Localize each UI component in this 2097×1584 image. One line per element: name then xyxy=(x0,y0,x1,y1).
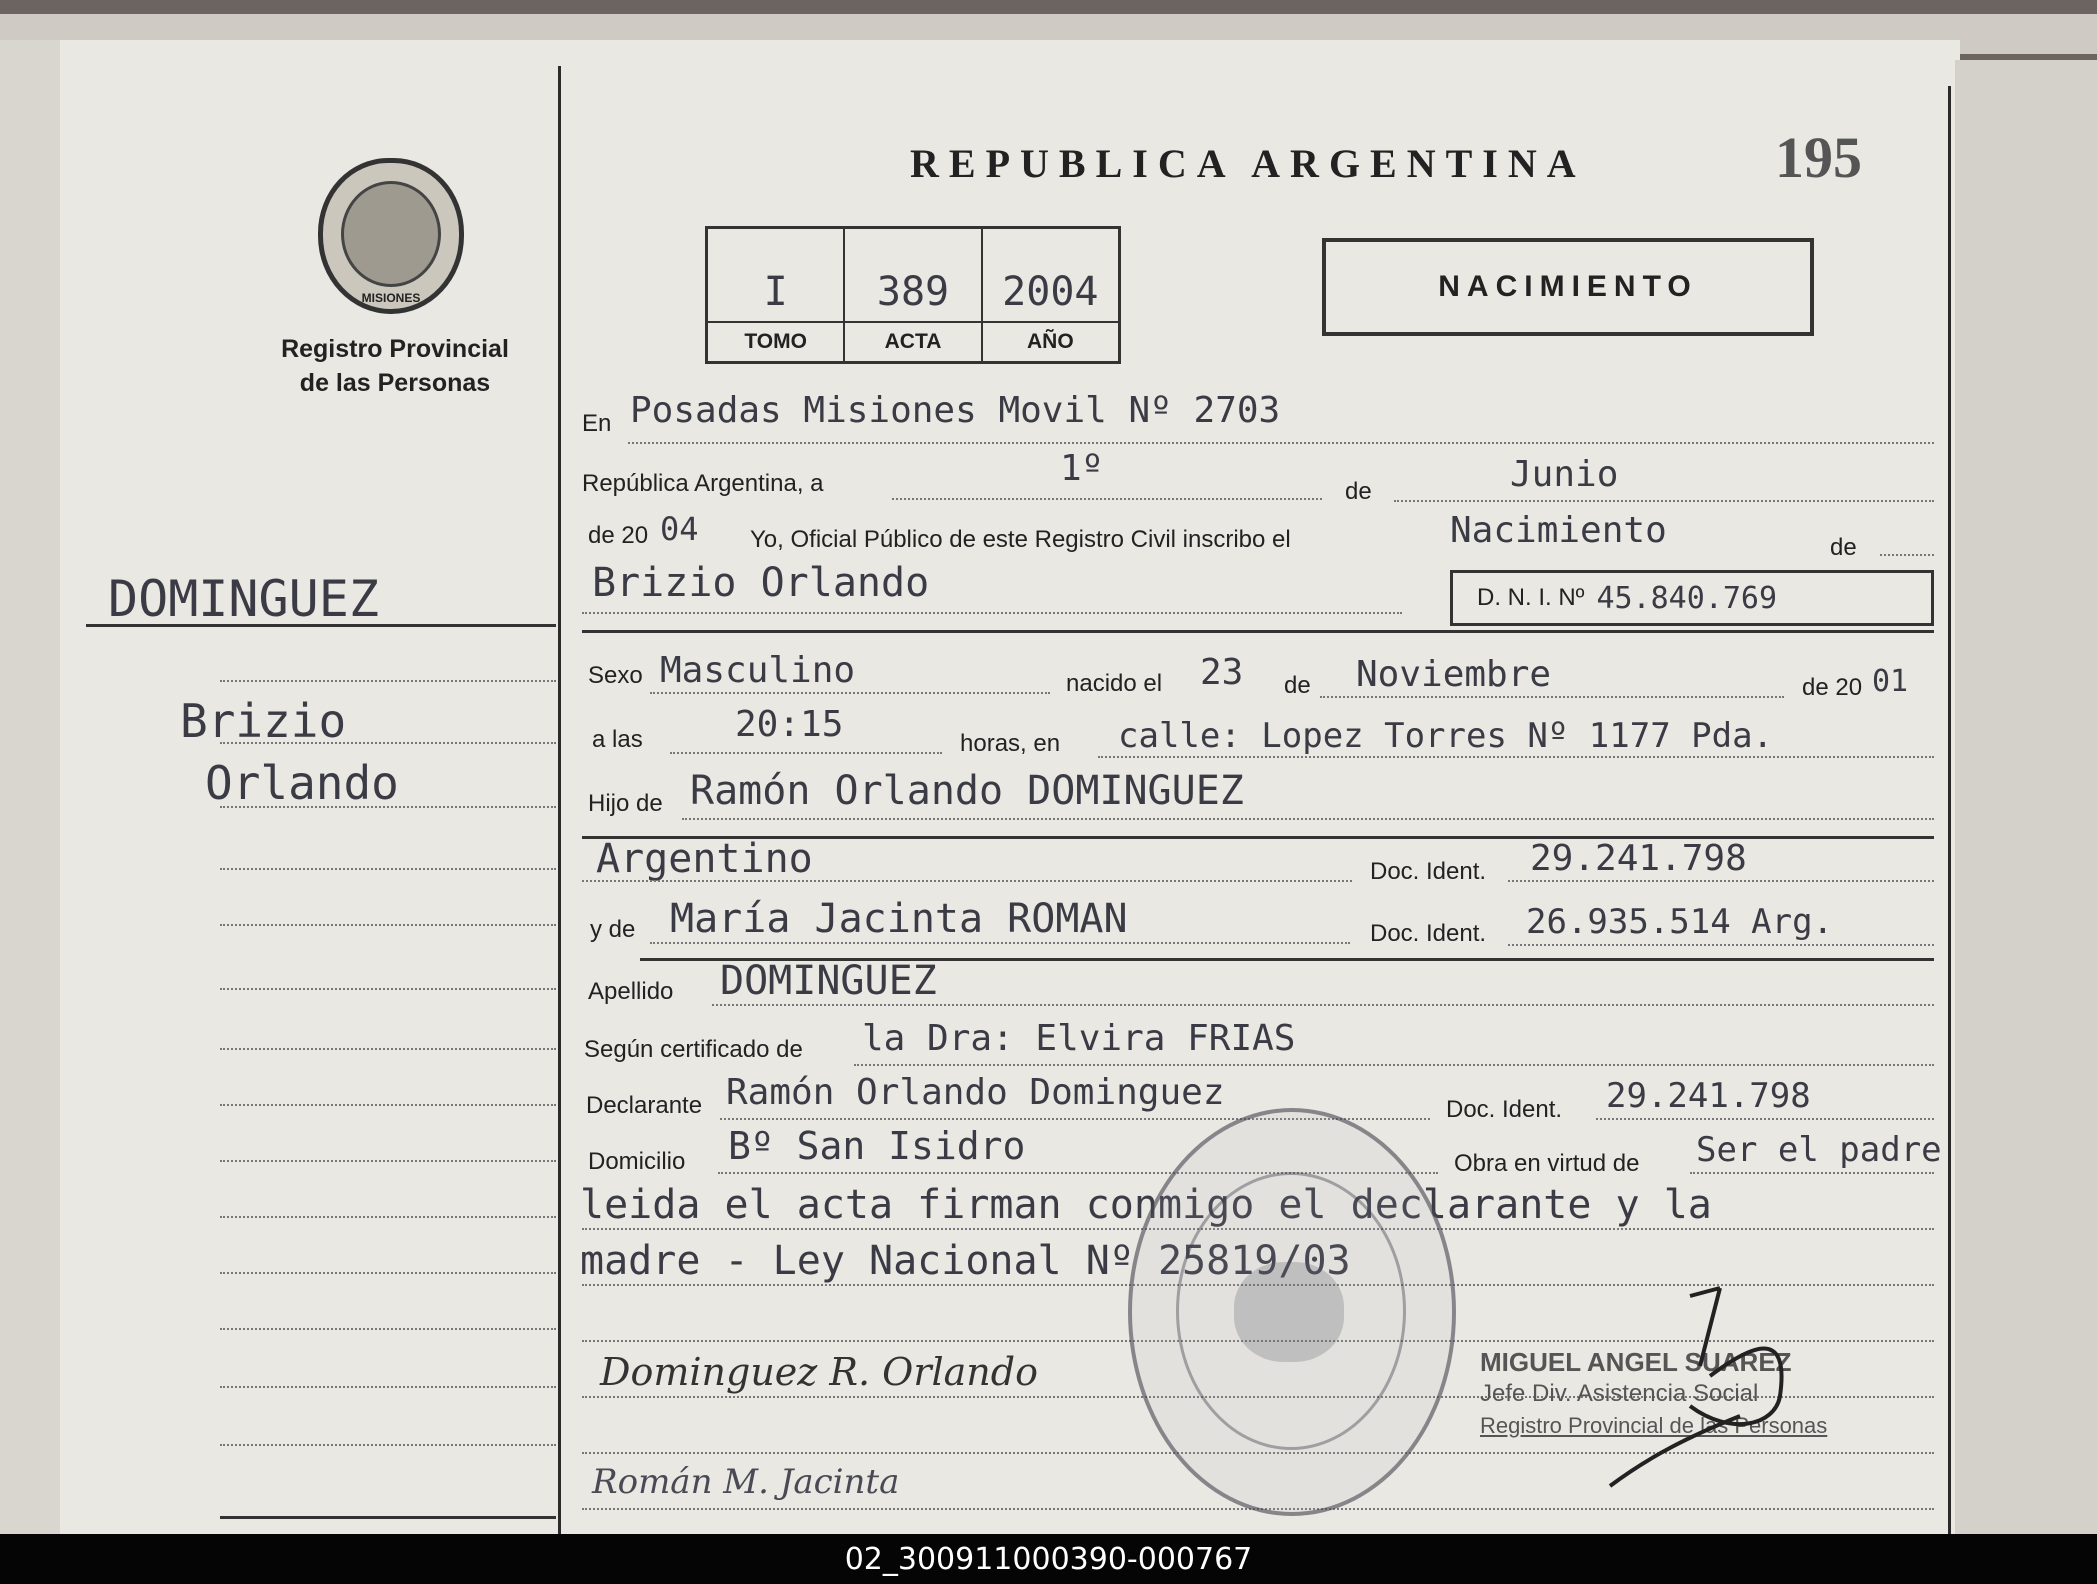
dotted-line xyxy=(1508,944,1934,946)
form-right-border xyxy=(1948,86,1951,1534)
stub-line xyxy=(220,1272,556,1274)
anio-cell xyxy=(983,229,1118,361)
official-office: Registro Provincial de las Personas xyxy=(1480,1413,1828,1438)
father-name-value: Ramón Orlando DOMINGUEZ xyxy=(690,768,1244,814)
acta-value: 389 xyxy=(876,269,950,315)
declarant-signature: Dominguez R. Orlando xyxy=(600,1350,1038,1394)
mother-name-value: María Jacinta ROMAN xyxy=(670,896,1128,942)
tomo-value: I xyxy=(763,269,788,315)
stub-line xyxy=(86,624,556,627)
de2-label: de xyxy=(1830,534,1857,561)
section-divider xyxy=(582,630,1934,633)
dotted-line xyxy=(1508,880,1934,882)
sexo-label: Sexo xyxy=(588,662,643,689)
a-las-label: a las xyxy=(592,726,643,753)
stub-divider xyxy=(558,66,561,1534)
y-de-label: y de xyxy=(590,916,636,943)
image-id-bar: 02_300911000390-000767 xyxy=(0,1534,2097,1584)
dni-label: D. N. I. Nº xyxy=(1477,584,1585,611)
dotted-line xyxy=(1596,1118,1934,1120)
apellido-value: DOMINGUEZ xyxy=(720,958,937,1004)
anio-value: 2004 xyxy=(1002,269,1099,315)
dotted-line xyxy=(582,612,1402,614)
apellido-label: Apellido xyxy=(588,978,674,1005)
father-doc-value: 29.241.798 xyxy=(1530,838,1747,879)
de3-label: de xyxy=(1284,672,1311,699)
folio-number: 195 xyxy=(1775,125,1862,190)
declarante-label: Declarante xyxy=(586,1092,703,1119)
sexo-value: Masculino xyxy=(660,650,856,691)
dotted-line xyxy=(1690,1172,1934,1174)
declarante-doc-value: 29.241.798 xyxy=(1606,1076,1811,1116)
stub-line xyxy=(220,1160,556,1162)
dotted-line xyxy=(892,498,1322,500)
birth-month-value: Noviembre xyxy=(1356,654,1552,695)
official-signature-icon xyxy=(1490,1286,1820,1506)
nacido-label: nacido el xyxy=(1066,670,1163,697)
official-stamp-icon xyxy=(1128,1108,1456,1516)
birth-year-suffix-value: 01 xyxy=(1872,664,1909,699)
domicilio-label: Domicilio xyxy=(588,1148,686,1175)
hijo-label: Hijo de xyxy=(588,790,663,817)
stub-line xyxy=(220,1328,556,1330)
office-line-2: de las Personas xyxy=(299,369,491,397)
remarks-line-2: madre - Ley Nacional Nº 25819/03 xyxy=(580,1238,1351,1284)
right-page-edge xyxy=(1955,60,2097,1534)
dni-value: 45.840.769 xyxy=(1596,580,1778,616)
father-nationality-value: Argentino xyxy=(596,836,813,882)
declarante-value: Ramón Orlando Dominguez xyxy=(726,1072,1225,1113)
mother-doc-value: 26.935.514 Arg. xyxy=(1526,902,1834,942)
mother-doc-label: Doc. Ident. xyxy=(1370,920,1487,947)
birth-place-value: calle: Lopez Torres Nº 1177 Pda. xyxy=(1118,716,1774,756)
obra-label: Obra en virtud de xyxy=(1454,1150,1640,1177)
birth-day-value: 23 xyxy=(1200,652,1244,693)
place-value: Posadas Misiones Movil Nº 2703 xyxy=(630,390,1281,431)
statement-text: Yo, Oficial Público de este Registro Civil inscribo el xyxy=(750,526,1291,553)
certificado-label: Según certificado de xyxy=(584,1036,803,1063)
dotted-line xyxy=(1394,500,1934,502)
office-line-1: Registro Provincial xyxy=(281,335,509,363)
stub-line xyxy=(220,988,556,990)
tomo-label: TOMO xyxy=(708,321,843,361)
dotted-line xyxy=(682,818,1934,820)
de-label: de xyxy=(1345,478,1372,505)
stub-line xyxy=(220,1516,556,1519)
stub-line xyxy=(220,1104,556,1106)
stub-given-name-1: Brizio xyxy=(180,694,347,748)
provincial-seal-icon: MISIONES xyxy=(318,158,464,314)
mother-signature: Román M. Jacinta xyxy=(592,1462,900,1502)
day-value: 1º xyxy=(1060,448,1104,489)
dotted-line xyxy=(1880,554,1934,556)
acta-label: ACTA xyxy=(845,321,980,361)
act-type-value: Nacimiento xyxy=(1450,510,1667,551)
official-title: Jefe Div. Asistencia Social xyxy=(1480,1380,1759,1407)
stub-line xyxy=(220,1048,556,1050)
birth-year-prefix-label: de 20 xyxy=(1802,674,1863,701)
stub-line xyxy=(220,680,556,682)
year-prefix-label: de 20 xyxy=(588,522,649,549)
year-suffix-value: 04 xyxy=(660,510,699,548)
country-title: REPUBLICA ARGENTINA xyxy=(910,141,1586,186)
stub-line xyxy=(220,924,556,926)
register-table xyxy=(705,226,1121,364)
dotted-line xyxy=(628,442,1934,444)
father-doc-label: Doc. Ident. xyxy=(1370,858,1487,885)
dotted-line xyxy=(582,880,1352,882)
dotted-line xyxy=(650,942,1350,944)
en-label: En xyxy=(582,410,612,437)
stub-line xyxy=(220,806,556,808)
tomo-cell xyxy=(708,229,845,361)
dni-box xyxy=(1450,570,1934,626)
office-title xyxy=(250,332,540,400)
remarks-line-1: leida el acta firman conmigo el declarante y la xyxy=(580,1182,1712,1228)
stub-surname: DOMINGUEZ xyxy=(108,570,379,628)
domicilio-value: Bº San Isidro xyxy=(728,1124,1026,1168)
stub-line xyxy=(220,742,556,744)
stub-line xyxy=(220,1386,556,1388)
horas-label: horas, en xyxy=(960,730,1061,757)
obra-value: Ser el padre xyxy=(1696,1130,1942,1170)
stub-line xyxy=(220,868,556,870)
acta-cell xyxy=(845,229,982,361)
child-name-value: Brizio Orlando xyxy=(592,560,930,606)
dotted-line xyxy=(712,1004,1934,1006)
month-value: Junio xyxy=(1510,454,1619,495)
dotted-line xyxy=(650,692,1050,694)
dotted-line xyxy=(854,1064,1934,1066)
stub-line xyxy=(220,1444,556,1446)
official-name: MIGUEL ANGEL SUAREZ xyxy=(1480,1347,1792,1377)
dotted-line xyxy=(1320,696,1784,698)
anio-label: AÑO xyxy=(983,321,1118,361)
dotted-line xyxy=(670,752,942,754)
stub-line xyxy=(220,1216,556,1218)
record-type-box: NACIMIENTO xyxy=(1322,238,1814,336)
certificado-value: la Dra: Elvira FRIAS xyxy=(862,1018,1296,1059)
dotted-line xyxy=(1098,756,1934,758)
stub-given-name-2: Orlando xyxy=(205,756,399,810)
hour-value: 20:15 xyxy=(735,704,844,745)
republica-label: República Argentina, a xyxy=(582,470,824,497)
declarante-doc-label: Doc. Ident. xyxy=(1446,1096,1563,1123)
